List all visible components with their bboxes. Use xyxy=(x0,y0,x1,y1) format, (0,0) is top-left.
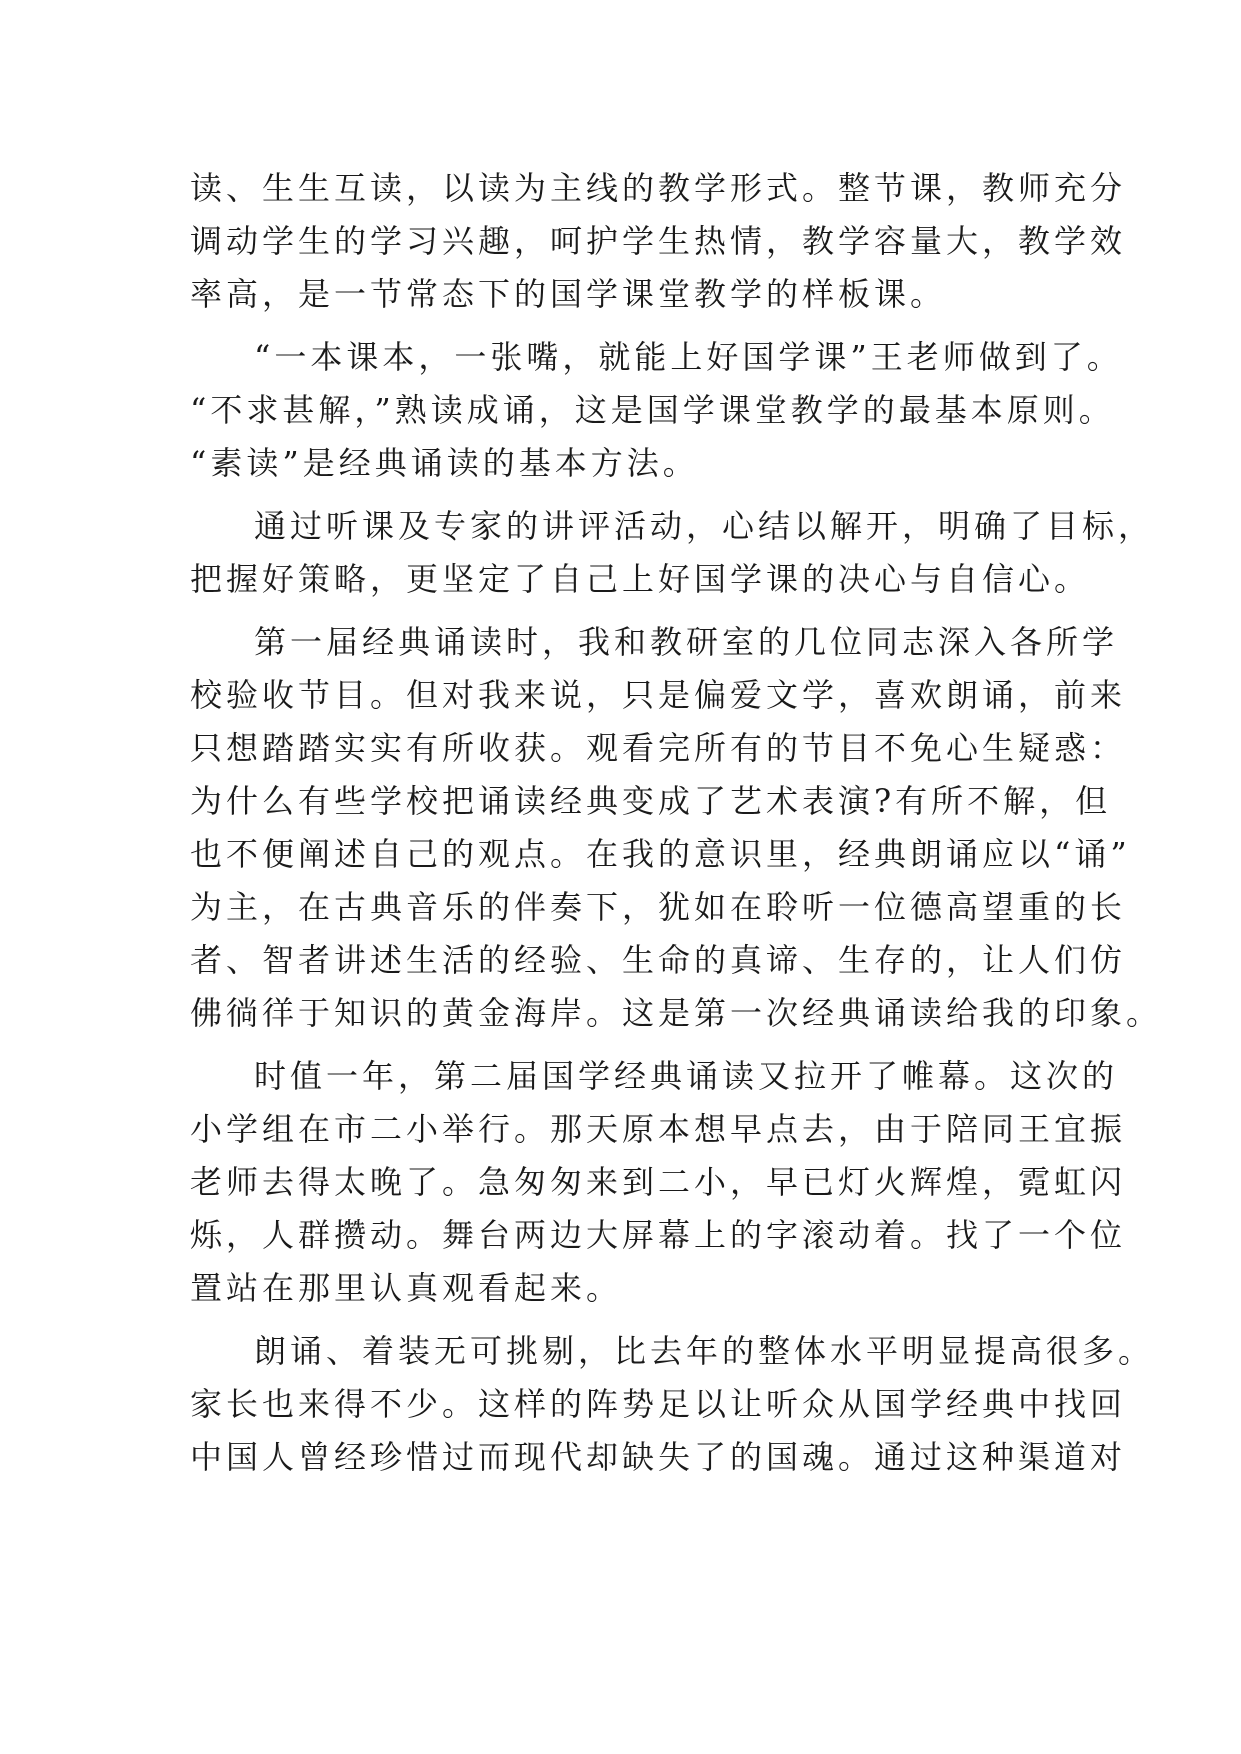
paragraph xyxy=(190,331,1123,490)
text-line: 率高，是一节常态下的国学课堂教学的样板课。 xyxy=(190,275,947,313)
text-line: 烁，人群攒动。舞台两边大屏幕上的字滚动着。找了一个位 xyxy=(190,1216,1127,1254)
text-line: 通过听课及专家的讲评活动，心结以解开，明确了目标， xyxy=(254,507,1155,545)
text-line: “一本课本，一张嘴，就能上好国学课”王老师做到了。 xyxy=(254,338,1123,376)
paragraph xyxy=(190,616,1163,1040)
paragraph xyxy=(190,1325,1155,1484)
text-line: 为主，在古典音乐的伴奏下，犹如在聆听一位德高望重的长 xyxy=(190,888,1127,926)
text-line: 只想踏踏实实有所收获。观看完所有的节目不免心生疑惑： xyxy=(190,729,1127,767)
text-line: 老师去得太晚了。急匆匆来到二小，早已灯火辉煌，霓虹闪 xyxy=(190,1163,1127,1201)
paragraph xyxy=(190,162,1127,321)
text-line: 调动学生的学习兴趣，呵护学生热情，教学容量大，教学效 xyxy=(190,222,1127,260)
text-line: 第一届经典诵读时，我和教研室的几位同志深入各所学 xyxy=(254,623,1119,661)
text-line: 校验收节目。但对我来说，只是偏爱文学，喜欢朗诵，前来 xyxy=(190,676,1127,714)
text-line: 读、生生互读，以读为主线的教学形式。整节课，教师充分 xyxy=(190,169,1127,207)
document-body xyxy=(190,162,1163,1494)
text-line: 为什么有些学校把诵读经典变成了艺术表演?有所不解，但 xyxy=(190,782,1112,820)
text-line: 把握好策略，更坚定了自己上好国学课的决心与自信心。 xyxy=(190,560,1091,598)
text-line: 佛徜徉于知识的黄金海岸。这是第一次经典诵读给我的印象。 xyxy=(190,994,1163,1032)
paragraph xyxy=(190,1050,1127,1315)
text-line: 也不便阐述自己的观点。在我的意识里，经典朗诵应以“诵” xyxy=(190,835,1131,873)
text-line: “不求甚解，”熟读成诵，这是国学课堂教学的最基本原则。 xyxy=(190,391,1115,429)
text-line: 小学组在市二小举行。那天原本想早点去，由于陪同王宜振 xyxy=(190,1110,1127,1148)
text-line: 者、智者讲述生活的经验、生命的真谛、生存的，让人们仿 xyxy=(190,941,1127,979)
text-line: 置站在那里认真观看起来。 xyxy=(190,1269,623,1307)
text-line: 中国人曾经珍惜过而现代却缺失了的国魂。通过这种渠道对 xyxy=(190,1438,1127,1476)
text-line: 时值一年，第二届国学经典诵读又拉开了帷幕。这次的 xyxy=(254,1057,1119,1095)
text-line: 朗诵、着装无可挑剔，比去年的整体水平明显提高很多。 xyxy=(254,1332,1155,1370)
text-line: “素读”是经典诵读的基本方法。 xyxy=(190,444,699,482)
text-line: 家长也来得不少。这样的阵势足以让听众从国学经典中找回 xyxy=(190,1385,1127,1423)
paragraph xyxy=(190,500,1155,606)
